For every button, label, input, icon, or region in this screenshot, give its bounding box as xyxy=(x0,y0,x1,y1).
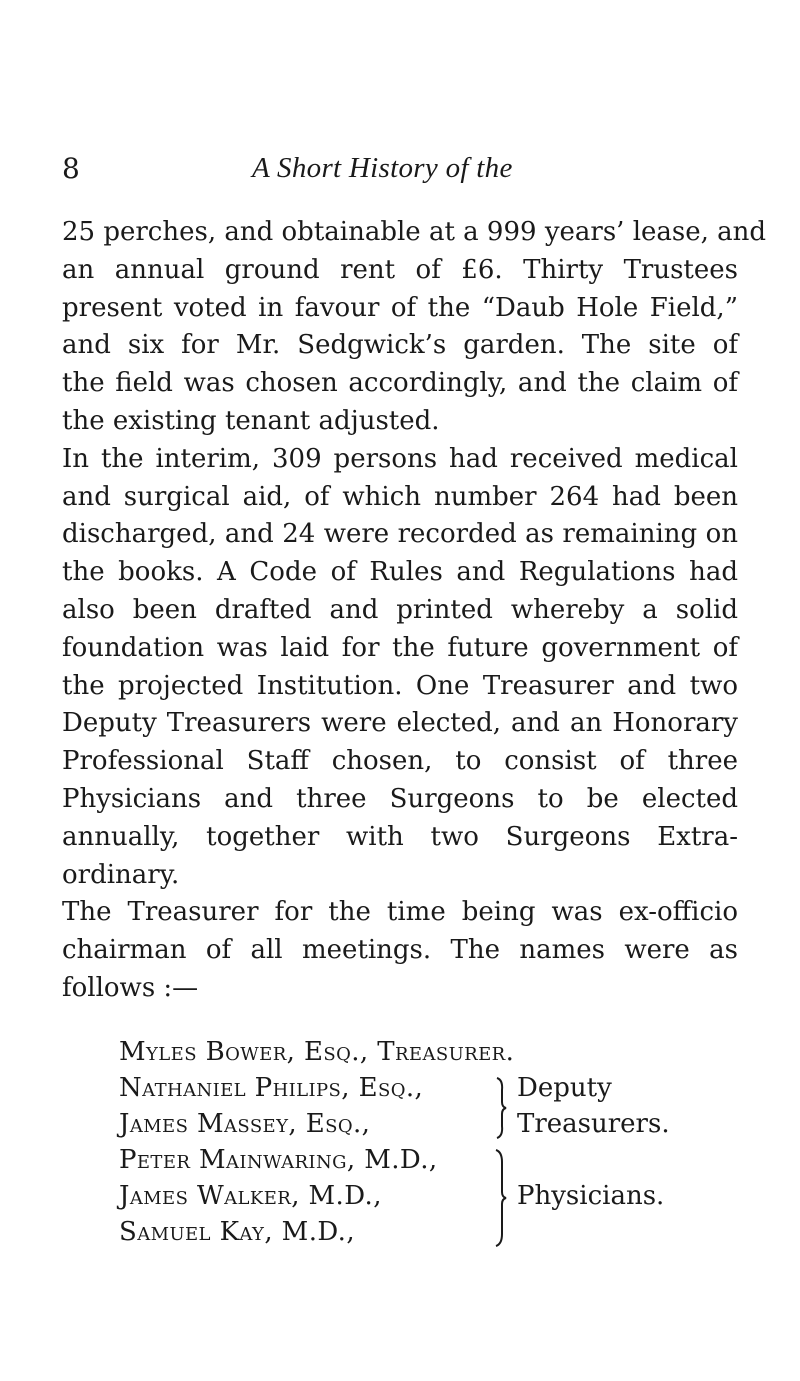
deputy-brace-icon xyxy=(493,1076,509,1140)
text-line: Deputy Treasurers were elected, and an Honorary xyxy=(62,708,738,739)
text-line: and surgical aid, of which number 264 had been xyxy=(62,481,738,512)
deputy-label: Treasurers. xyxy=(517,1109,670,1139)
text-line: the books. A Code of Rules and Regulations had xyxy=(62,557,738,588)
text-line: present voted in favour of the “Daub Hole Field,” xyxy=(62,292,738,323)
text-line: the field was chosen accordingly, and the claim of xyxy=(62,368,738,399)
deputy-entry: Nathaniel Philips, Esq., xyxy=(119,1073,424,1103)
text-line: 25 perches, and obtainable at a 999 years’ lease, and xyxy=(62,217,767,247)
page-number: 8 xyxy=(62,152,80,185)
page-header xyxy=(62,152,730,192)
body-paragraphs xyxy=(62,214,767,1008)
text-line: Physicians and three Surgeons to be elected xyxy=(62,783,738,814)
text-line: follows :— xyxy=(62,972,199,1003)
text-line: foundation was laid for the future government of xyxy=(62,632,738,663)
physician-entry: James Walker, M.D., xyxy=(119,1181,382,1211)
text-line: also been drafted and printed whereby a solid xyxy=(62,594,738,625)
physicians-brace-icon xyxy=(493,1148,509,1248)
text-line: Professional Staff chosen, to consist of three xyxy=(62,746,738,777)
text-line: In the interim, 309 persons had received medical xyxy=(62,443,738,474)
text-line: and six for Mr. Sedgwick’s garden. The site of xyxy=(62,330,738,361)
text-line: The Treasurer for the time being was ex-officio xyxy=(62,897,738,928)
deputy-entry: James Massey, Esq., xyxy=(119,1109,371,1139)
physicians-label: Physicians. xyxy=(517,1181,665,1211)
physician-entry: Peter Mainwaring, M.D., xyxy=(119,1145,438,1175)
running-title: A Short History of the xyxy=(252,152,513,184)
text-line: chairman of all meetings. The names were as xyxy=(62,935,738,966)
text-line: an annual ground rent of £6. Thirty Trustees xyxy=(62,254,738,285)
text-line: discharged, and 24 were recorded as remaining on xyxy=(62,519,738,550)
text-line: annually, together with two Surgeons Extra- xyxy=(62,821,738,852)
text-line: the projected Institution. One Treasurer and two xyxy=(62,670,738,701)
treasurer-entry: Myles Bower, Esq., Treasurer. xyxy=(119,1037,515,1067)
text-line: ordinary. xyxy=(62,859,180,890)
physician-entry: Samuel Kay, M.D., xyxy=(119,1217,356,1247)
deputy-label: Deputy xyxy=(517,1073,612,1103)
text-line: the existing tenant adjusted. xyxy=(62,405,440,436)
